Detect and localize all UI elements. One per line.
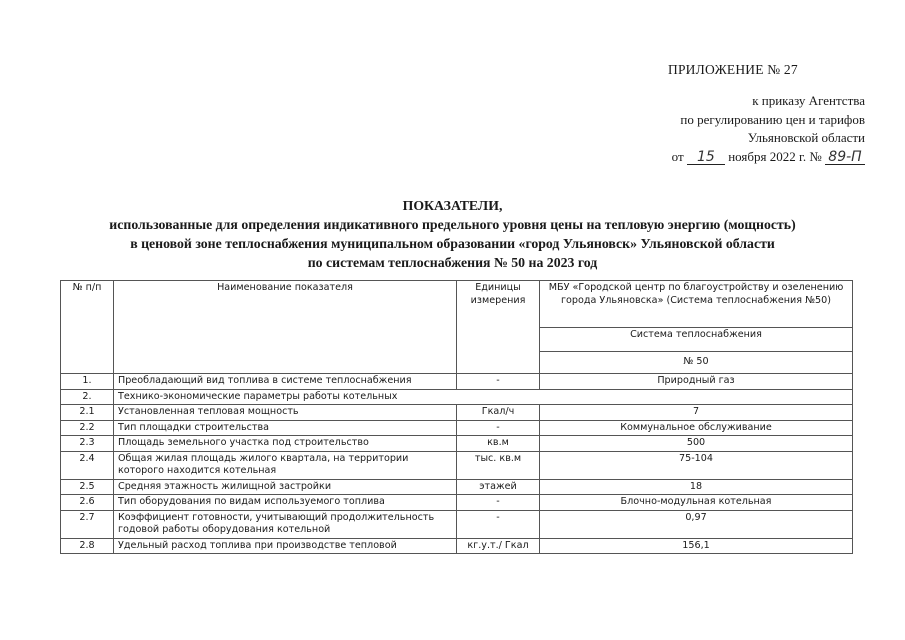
row-value: 500: [540, 436, 853, 452]
row-name: Установленная тепловая мощность: [114, 405, 457, 421]
order-reference: [545, 92, 865, 166]
date-day-handwritten: 15: [687, 150, 725, 165]
row-number: 2.6: [61, 495, 114, 511]
row-name: Тип площадки строительства: [114, 420, 457, 436]
row-number: 2.8: [61, 538, 114, 554]
row-value: 7: [540, 405, 853, 421]
order-date-line: [545, 148, 865, 167]
row-unit: Гкал/ч: [457, 405, 540, 421]
date-rest: ноября 2022 г. №: [728, 148, 822, 164]
order-line-1: к приказу Агентства: [752, 93, 865, 108]
order-line-3: Ульяновской области: [747, 130, 865, 145]
table-row: [61, 510, 853, 538]
row-name: Тип оборудования по видам используемого топлива: [114, 495, 457, 511]
table-row: [61, 538, 853, 554]
table-row: [61, 389, 853, 405]
title-line-3: в ценовой зоне теплоснабжения муниципальном образовании «город Ульяновск» Ульяновской области: [130, 236, 775, 251]
row-value: 156,1: [540, 538, 853, 554]
row-number: 2.7: [61, 510, 114, 538]
row-unit: этажей: [457, 479, 540, 495]
row-value: Коммунальное обслуживание: [540, 420, 853, 436]
table-body: [61, 374, 853, 554]
row-value: Блочно-модульная котельная: [540, 495, 853, 511]
table-row: [61, 479, 853, 495]
table-row: [61, 374, 853, 390]
row-unit: -: [457, 495, 540, 511]
row-name: Площадь земельного участка под строительство: [114, 436, 457, 452]
table-row: [61, 451, 853, 479]
header-system: Система теплоснабжения: [540, 328, 853, 352]
row-unit: тыс. кв.м: [457, 451, 540, 479]
row-unit: -: [457, 420, 540, 436]
table-row: [61, 405, 853, 421]
row-number: 2.1: [61, 405, 114, 421]
table-row: [61, 495, 853, 511]
order-line-2: по регулированию цен и тарифов: [680, 111, 865, 127]
order-number-handwritten: 89-П: [825, 150, 865, 165]
row-name: Преобладающий вид топлива в системе теплоснабжения: [114, 374, 457, 390]
table-row: [61, 420, 853, 436]
header-unit: Единицы измерения: [457, 281, 540, 374]
date-prefix: от: [671, 148, 684, 164]
row-value: 75-104: [540, 451, 853, 479]
row-value: 18: [540, 479, 853, 495]
row-value: 0,97: [540, 510, 853, 538]
row-name: Средняя этажность жилищной застройки: [114, 479, 457, 495]
indicators-table: [60, 280, 853, 554]
row-number: 1.: [61, 374, 114, 390]
header-organization: МБУ «Городской центр по благоустройству и озеленению города Ульяновска» (Система теплоснабжения №50): [540, 281, 853, 328]
row-number: 2.3: [61, 436, 114, 452]
row-unit: -: [457, 374, 540, 390]
row-unit: -: [457, 510, 540, 538]
row-value: Природный газ: [540, 374, 853, 390]
header-system-number: № 50: [540, 352, 853, 374]
row-unit: кв.м: [457, 436, 540, 452]
row-number: 2.4: [61, 451, 114, 479]
document-title: [0, 196, 905, 272]
row-name: Общая жилая площадь жилого квартала, на территории которого находится котельная: [114, 451, 457, 479]
title-line-4: по системам теплоснабжения № 50 на 2023 год: [307, 255, 598, 270]
row-name: Технико-экономические параметры работы котельных: [114, 389, 853, 405]
header-name: Наименование показателя: [114, 281, 457, 374]
row-unit: кг.у.т./ Гкал: [457, 538, 540, 554]
row-name: Коэффициент готовности, учитывающий продолжительность годовой работы оборудования котельной: [114, 510, 457, 538]
appendix-title: ПРИЛОЖЕНИЕ № 27: [668, 62, 798, 77]
title-line-1: ПОКАЗАТЕЛИ,: [402, 198, 503, 213]
row-number: 2.: [61, 389, 114, 405]
row-number: 2.5: [61, 479, 114, 495]
row-number: 2.2: [61, 420, 114, 436]
table-row: [61, 436, 853, 452]
header-num: № п/п: [61, 281, 114, 374]
title-line-2: использованные для определения индикативного предельного уровня цены на тепловую энергию (мощность): [109, 217, 796, 232]
row-name: Удельный расход топлива при производстве тепловой: [114, 538, 457, 554]
